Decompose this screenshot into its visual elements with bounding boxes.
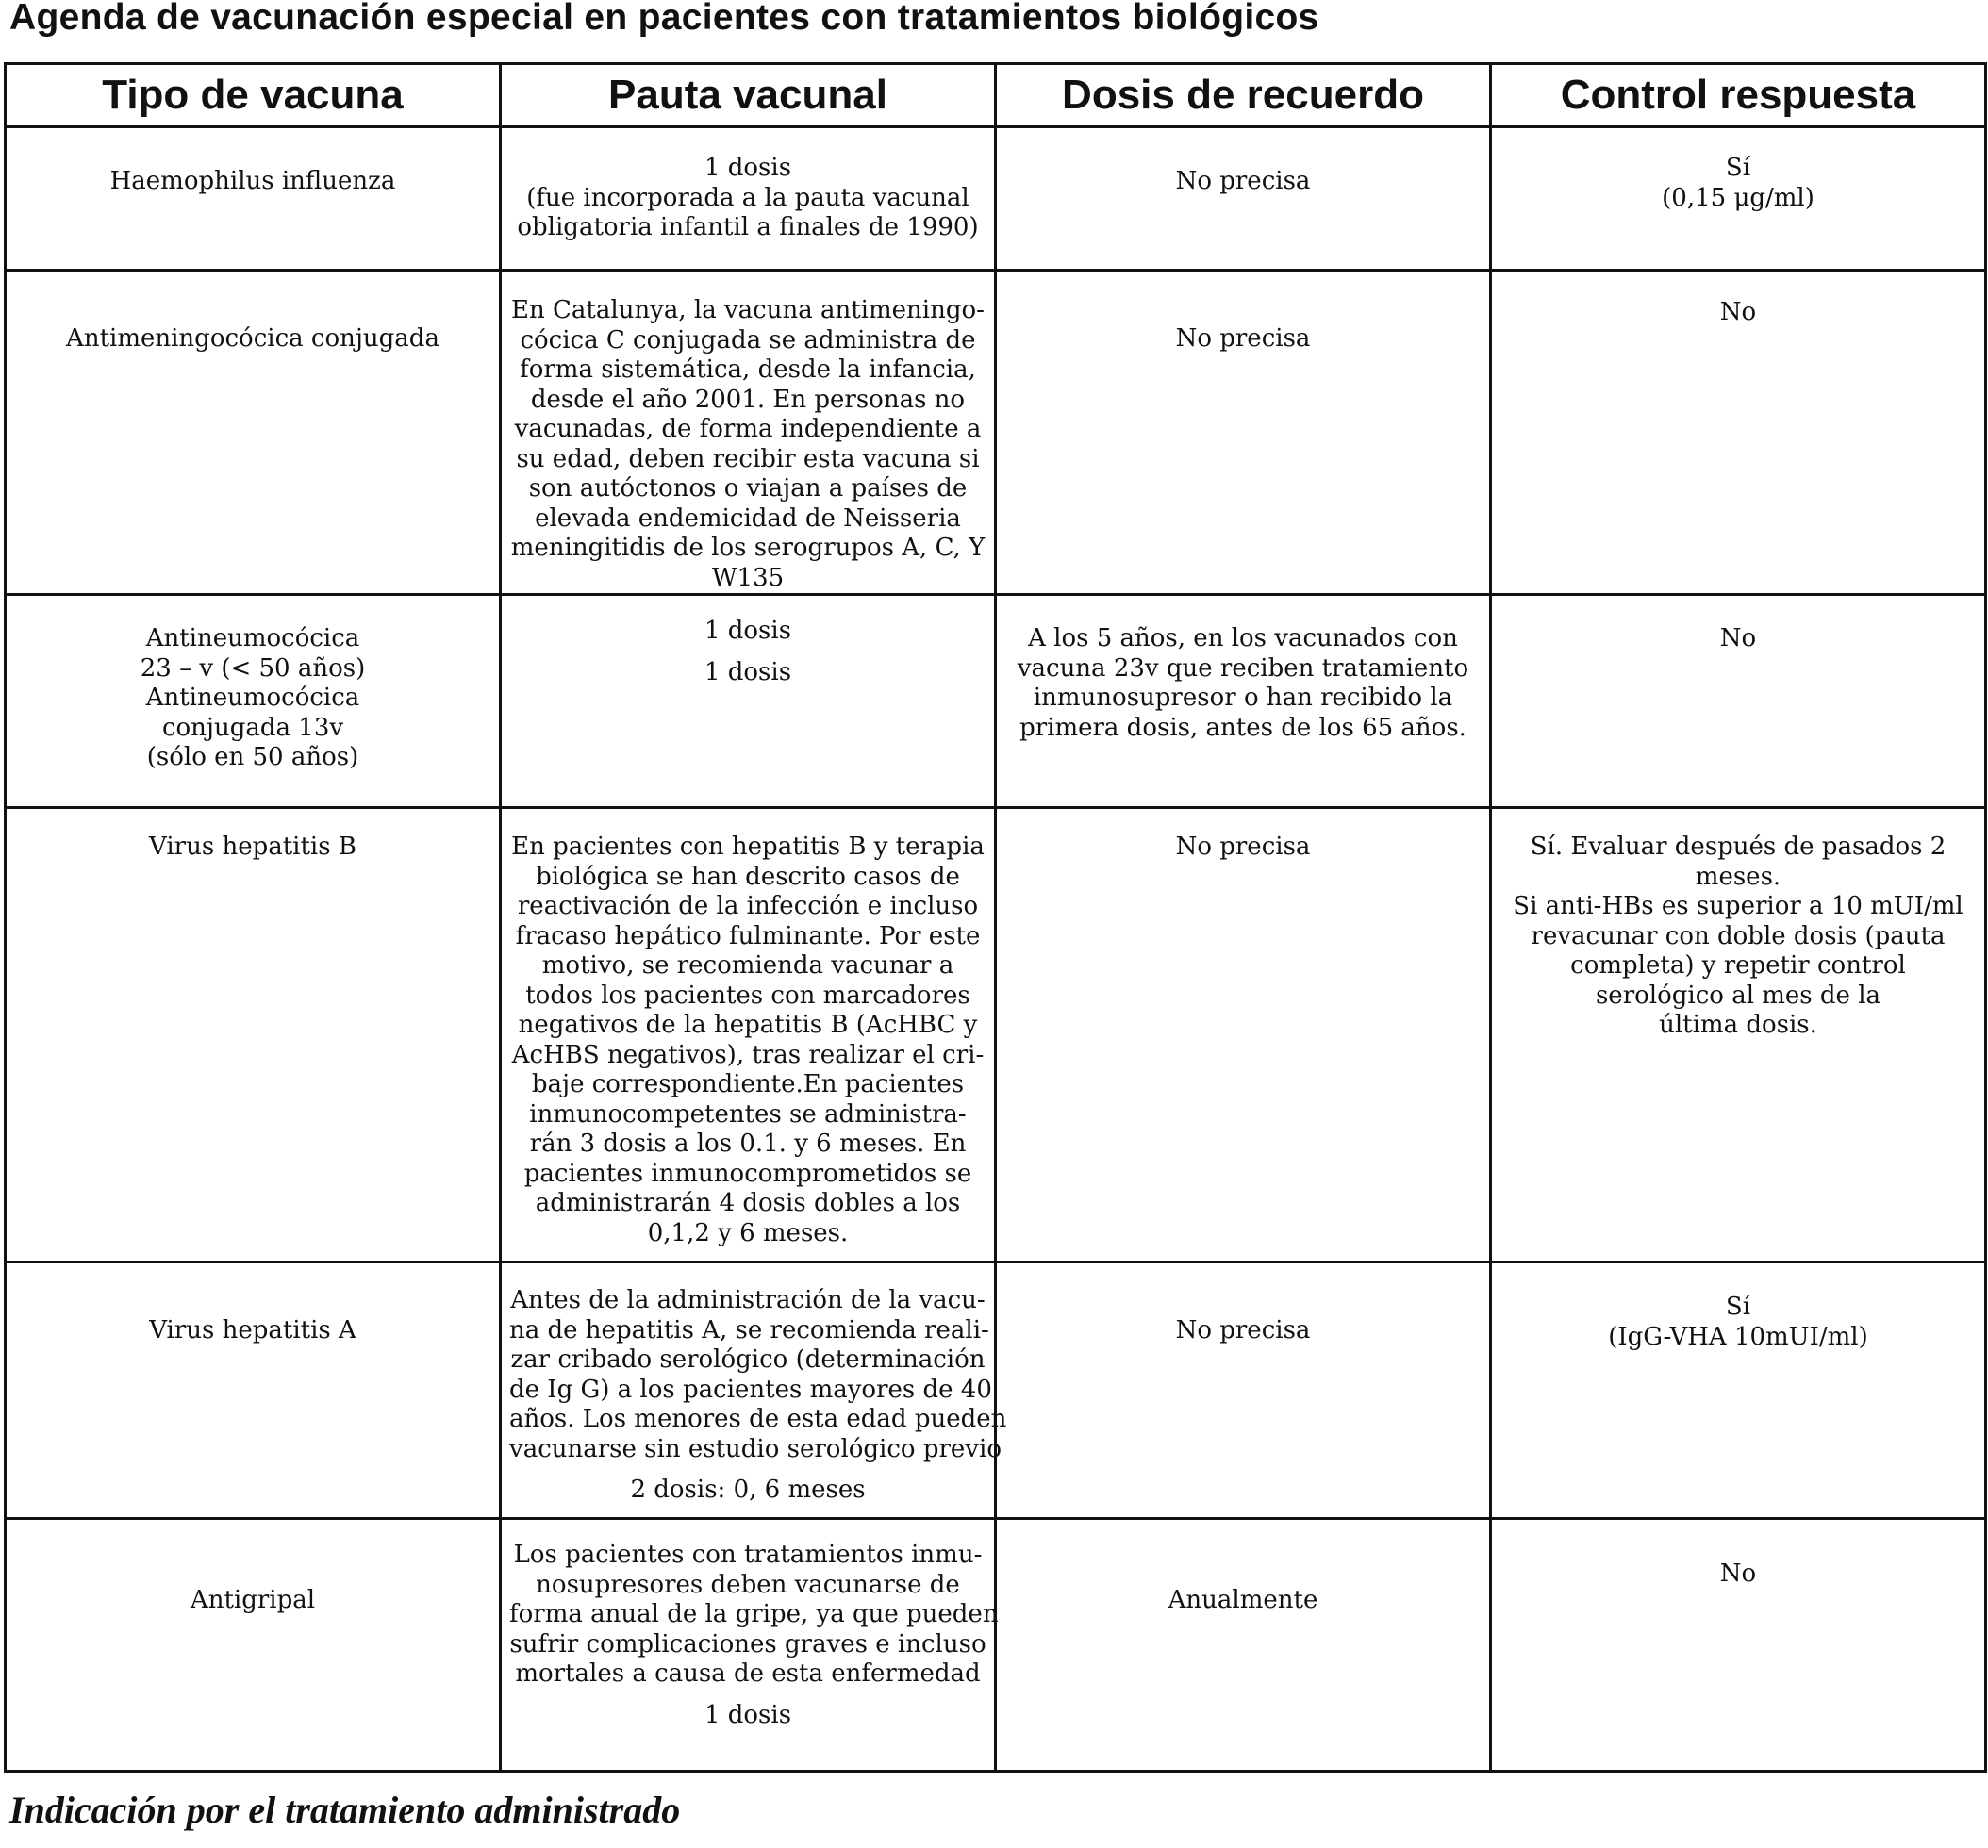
cell-control — [1491, 127, 1986, 271]
pauta-text-line: En pacientes con hepatitis B y terapia — [511, 833, 985, 861]
pauta-text-line: sufrir complicaciones graves e incluso — [509, 1629, 986, 1658]
cell-recuerdo — [996, 271, 1491, 595]
tipo-text-line: conjugada 13v — [161, 713, 344, 742]
pauta-text-line: nosupresores deben vacunarse de — [536, 1570, 960, 1599]
pauta-text-line: reactivación de la infección e incluso — [517, 892, 979, 920]
pauta-text-line: AcHBS negativos), tras realizar el cri- — [511, 1040, 985, 1069]
cell-control — [1491, 808, 1986, 1262]
column-header-recuerdo: Dosis de recuerdo — [996, 64, 1491, 127]
recuerdo-text-line: inmunosupresor o han recibido la — [1033, 684, 1453, 712]
cell-recuerdo — [996, 808, 1491, 1262]
column-header-control: Control respuesta — [1491, 64, 1986, 127]
cell-control — [1491, 595, 1986, 808]
cell-tipo — [6, 271, 501, 595]
control-text-line: meses. — [1695, 862, 1781, 891]
pauta-text-line: 0,1,2 y 6 meses. — [647, 1218, 849, 1247]
control-text-line: Sí — [1725, 154, 1751, 182]
pauta-text-line: negativos de la hepatitis B (AcHBC y — [518, 1011, 978, 1039]
recuerdo-text-line: No precisa — [1175, 1316, 1311, 1345]
pauta-text-line: rán 3 dosis a los 0.1. y 6 meses. En — [529, 1130, 967, 1158]
pauta-text-line: obligatoria infantil a finales de 1990) — [517, 213, 979, 241]
table-body — [6, 127, 1986, 1772]
pauta-dose-line: 1 dosis — [704, 1700, 792, 1729]
cell-recuerdo — [996, 1519, 1491, 1772]
pauta-text-line: forma sistemática, desde la infancia, — [520, 355, 976, 384]
footer-note: Indicación por el tratamiento administrado — [9, 1789, 681, 1831]
tipo-text-line: Antigripal — [190, 1586, 316, 1614]
control-text-line: serológico al mes de la — [1595, 981, 1881, 1010]
pauta-text-line: W135 — [711, 563, 785, 592]
pauta-text-line: Antes de la administración de la vacu- — [510, 1286, 986, 1314]
cell-pauta — [501, 595, 996, 808]
document-title: Agenda de vacunación especial en pacientes con tratamientos biológicos — [9, 0, 1319, 38]
column-header-pauta: Pauta vacunal — [501, 64, 996, 127]
control-text-line: (IgG-VHA 10mUI/ml) — [1608, 1322, 1868, 1351]
pauta-text-line: na de hepatitis A, se recomienda reali- — [509, 1315, 989, 1345]
pauta-text-line: administrarán 4 dosis dobles a los — [535, 1189, 961, 1217]
table-row — [6, 808, 1986, 1262]
tipo-text-line: 23 – v (< 50 años) — [140, 653, 366, 683]
pauta-text-line: meningitidis de los serogrupos A, C, Y — [510, 534, 986, 562]
pauta-text-line: su edad, deben recibir esta vacuna si — [516, 444, 980, 473]
table-row — [6, 1262, 1986, 1519]
pauta-text-line: forma anual de la gripe, ya que pueden — [509, 1600, 999, 1628]
cell-pauta — [501, 808, 996, 1262]
cell-tipo — [6, 1519, 501, 1772]
recuerdo-text-line: A los 5 años, en los vacunados con — [1028, 624, 1458, 652]
control-text-line: revacunar con doble dosis (pauta — [1531, 921, 1946, 950]
cell-tipo — [6, 808, 501, 1262]
tipo-text-line: Virus hepatitis B — [149, 833, 356, 861]
pauta-text-line: todos los pacientes con marcadores — [525, 981, 970, 1010]
cell-tipo — [6, 127, 501, 271]
control-text-line: No — [1719, 1559, 1757, 1588]
cell-recuerdo — [996, 127, 1491, 271]
pauta-text-line: desde el año 2001. En personas no — [530, 385, 966, 414]
cell-pauta — [501, 271, 996, 595]
tipo-text-line: Virus hepatitis A — [149, 1316, 356, 1345]
control-text-line: Sí — [1725, 1293, 1751, 1321]
control-text-line: No — [1719, 298, 1757, 326]
tipo-text-line: Haemophilus influenza — [109, 167, 396, 195]
pauta-text-line: 1 dosis — [704, 154, 792, 182]
pauta-text-line: cócica C conjugada se administra de — [520, 325, 976, 355]
control-text-line: Si anti-HBs es superior a 10 mUI/ml — [1513, 892, 1963, 920]
cell-control — [1491, 1519, 1986, 1772]
pauta-text-line: vacunarse sin estudio serológico previo — [509, 1434, 1002, 1463]
pauta-text-line: biológica se han descrito casos de — [536, 862, 960, 891]
control-text-line: Sí. Evaluar después de pasados 2 — [1530, 833, 1947, 861]
pauta-text-line: son autóctonos o viajan a países de — [528, 474, 968, 503]
tipo-text-line: Antineumocócica — [145, 624, 360, 652]
pauta-dose-line: 2 dosis: 0, 6 meses — [630, 1476, 866, 1504]
cell-pauta — [501, 1262, 1007, 1519]
cell-control — [1491, 271, 1986, 595]
pauta-text-line: motivo, se recomienda vacunar a — [541, 951, 954, 980]
recuerdo-text-line: No precisa — [1175, 324, 1311, 353]
cell-recuerdo — [996, 595, 1491, 808]
vaccination-table — [4, 62, 1987, 1773]
pauta-text-line: años. Los menores de esta edad pueden — [509, 1405, 1007, 1433]
pauta-text-line: de Ig G) a los pacientes mayores de 40 — [509, 1375, 992, 1404]
table-row — [6, 595, 1986, 808]
control-text-line: última dosis. — [1659, 1011, 1817, 1039]
pauta-text-line: elevada endemicidad de Neisseria — [535, 503, 961, 533]
table-header-row — [6, 64, 1986, 127]
pauta-text-line: En Catalunya, la vacuna antimeningo- — [511, 296, 985, 324]
control-text-line: completa) y repetir control — [1570, 951, 1906, 980]
recuerdo-text-line: primera dosis, antes de los 65 años. — [1019, 713, 1466, 742]
cell-pauta — [501, 127, 996, 271]
cell-recuerdo — [996, 1262, 1491, 1519]
tipo-text-line: Antineumocócica — [145, 684, 360, 712]
pauta-text-line: (fue incorporada a la pauta vacunal — [526, 183, 969, 212]
tipo-text-line: Antimeningocócica conjugada — [66, 324, 439, 353]
recuerdo-text-line: No precisa — [1175, 167, 1311, 195]
pauta-text-line: pacientes inmunocomprometidos se — [523, 1159, 972, 1188]
pauta-dose-line: 1 dosis — [704, 657, 792, 686]
pauta-text-line: baje correspondiente.En pacientes — [531, 1070, 965, 1098]
tipo-text-line: (sólo en 50 años) — [146, 743, 359, 771]
pauta-text-line: zar cribado serológico (determinación — [510, 1345, 986, 1374]
table-row — [6, 127, 1986, 271]
pauta-text-line: Los pacientes con tratamientos inmu- — [513, 1541, 983, 1569]
table-row — [6, 271, 1986, 595]
recuerdo-text-line: vacuna 23v que reciben tratamiento — [1017, 653, 1469, 683]
recuerdo-text-line: No precisa — [1175, 833, 1311, 861]
control-text-line: No — [1719, 624, 1757, 652]
pauta-text-line: inmunocompetentes se administra- — [529, 1099, 967, 1129]
cell-pauta — [501, 1519, 999, 1772]
pauta-text-line: vacunadas, de forma independiente a — [514, 415, 982, 443]
cell-control — [1491, 1262, 1986, 1519]
cell-tipo — [6, 1262, 501, 1519]
column-header-tipo: Tipo de vacuna — [6, 64, 501, 127]
recuerdo-text-line: Anualmente — [1168, 1586, 1318, 1614]
cell-tipo — [6, 595, 501, 808]
table-row — [6, 1519, 1986, 1772]
pauta-text-line: mortales a causa de esta enfermedad — [515, 1659, 981, 1688]
control-text-line: (0,15 μg/ml) — [1662, 183, 1814, 212]
pauta-text-line: fracaso hepático fulminante. Por este — [515, 921, 981, 950]
pauta-text-line: 1 dosis — [704, 617, 792, 645]
